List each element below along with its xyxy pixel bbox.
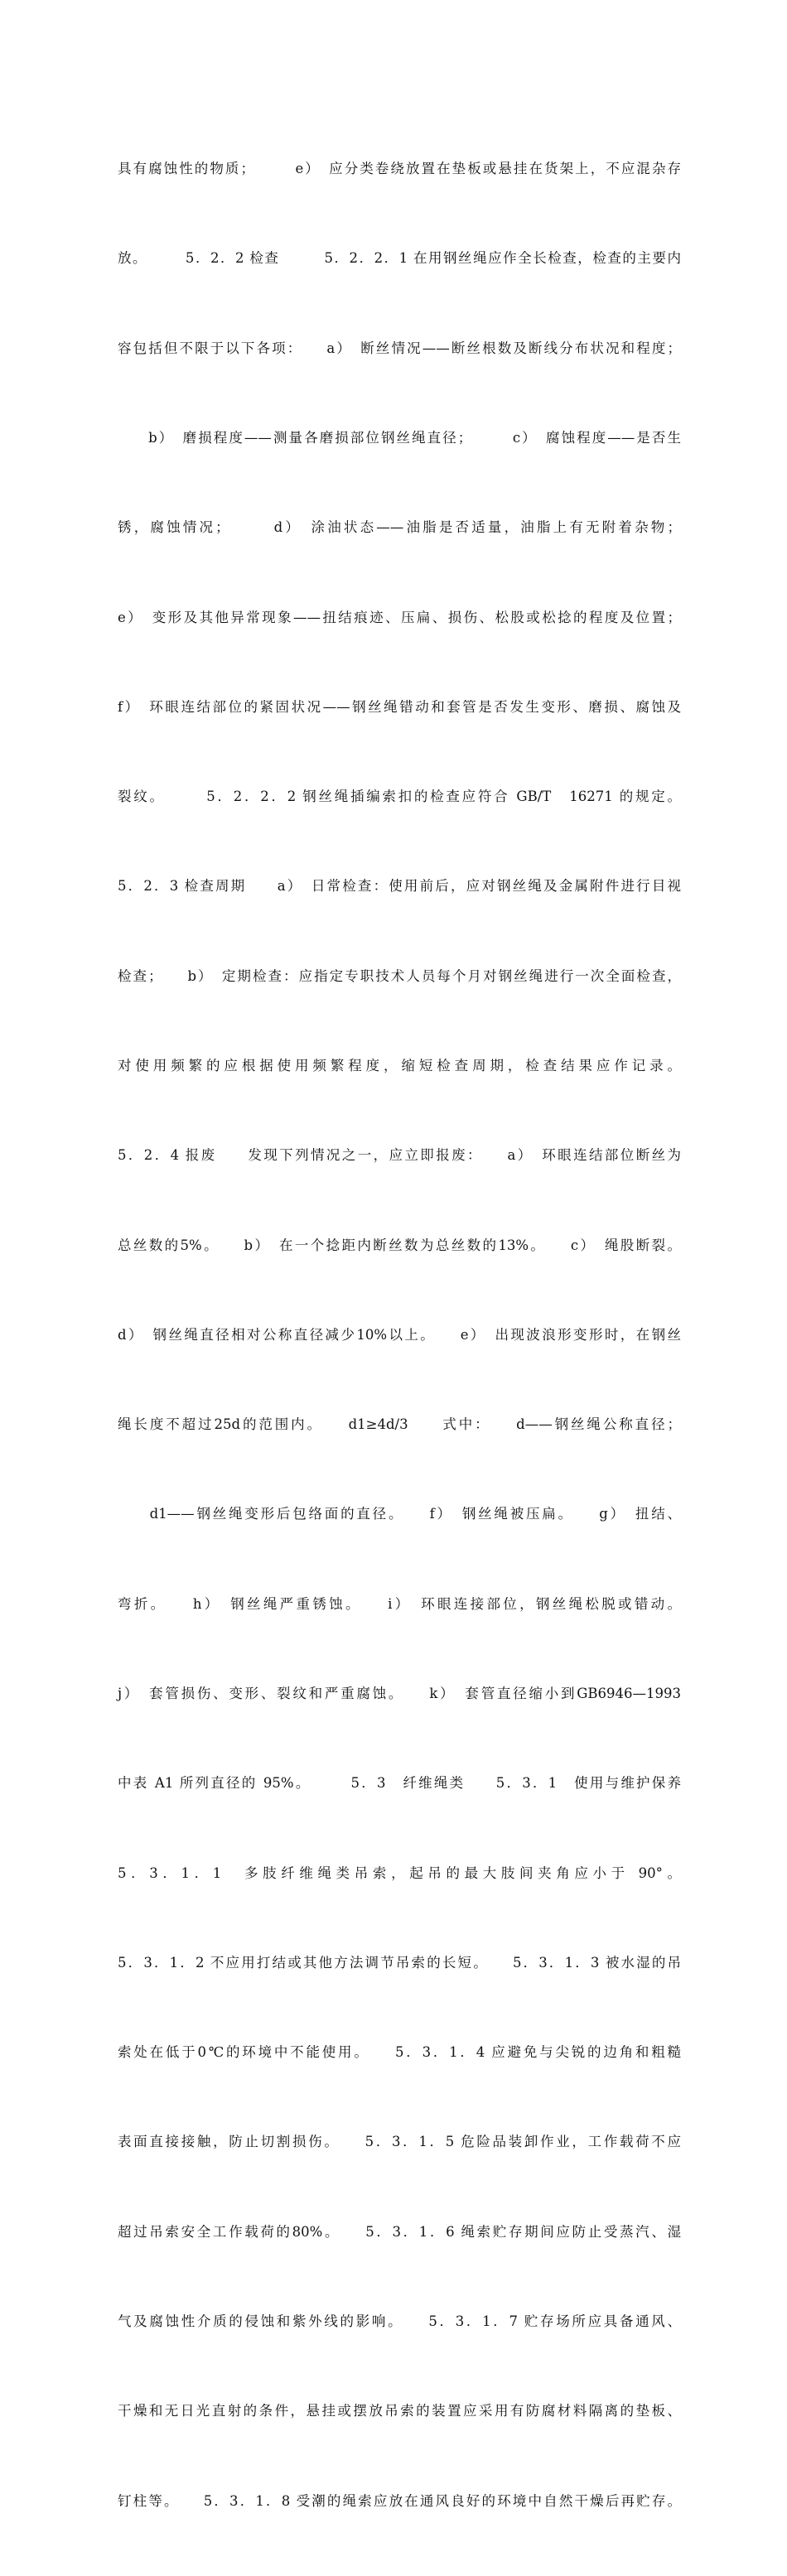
text-line: 气及腐蚀性介质的侵蚀和紫外线的影响。 5．3．1．7 贮存场所应具备通风、 xyxy=(118,2313,681,2329)
text-line: d1——钢丝绳变形后包络面的直径。 f） 钢丝绳被压扁。 g） 扭结、 xyxy=(118,1506,681,1522)
text-line: 具有腐蚀性的物质； e） 应分类卷绕放置在垫板或悬挂在货架上，不应混杂存 xyxy=(118,161,681,177)
text-line: 5．2．4 报废 发现下列情况之一，应立即报废： a） 环眼连结部位断丝为 xyxy=(118,1147,681,1164)
text-line: 5．2．3 检查周期 a） 日常检查：使用前后，应对钢丝绳及金属附件进行目视 xyxy=(118,878,681,895)
text-line: d） 钢丝绳直径相对公称直径减少10%以上。 e） 出现波浪形变形时，在钢丝 xyxy=(118,1326,681,1343)
text-line: 钉柱等。 5．3．1．8 受潮的绳索应放在通风良好的环境中自然干燥后再贮存。 xyxy=(118,2492,681,2509)
body-text xyxy=(118,94,681,2576)
text-line: 弯折。 h） 钢丝绳严重锈蚀。 i） 环眼连接部位，钢丝绳松脱或错动。 xyxy=(118,1595,681,1612)
text-line: 锈，腐蚀情况； d） 涂油状态——油脂是否适量，油脂上有无附着杂物； xyxy=(118,519,681,536)
text-line: 放。 5．2．2 检查 5．2．2．1 在用钢丝绳应作全长检查，检查的主要内 xyxy=(118,250,681,267)
text-line: 表面直接接触，防止切割损伤。 5．3．1．5 危险品装卸作业，工作载荷不应 xyxy=(118,2134,681,2150)
text-line: 5．3．1．1 多肢纤维绳类吊索，起吊的最大肢间夹角应小于 90°。 xyxy=(118,1864,681,1881)
text-line: 绳长度不超过25d的范围内。 d1≥4d/3 式中： d——钢丝绳公称直径； xyxy=(118,1416,681,1433)
text-line: 裂纹。 5．2．2．2 钢丝绳插编索扣的检查应符合 GB/T 16271 的规定。 xyxy=(118,789,681,805)
text-line: 5．3．1．2 不应用打结或其他方法调节吊索的长短。 5．3．1．3 被水湿的吊 xyxy=(118,1954,681,1971)
text-line: 对使用频繁的应根据使用频繁程度，缩短检查周期，检查结果应作记录。 xyxy=(118,1058,681,1073)
text-line: 索处在低于0℃的环境中不能使用。 5．3．1．4 应避免与尖锐的边角和粗糙 xyxy=(118,2044,681,2061)
text-line: b） 磨损程度——测量各磨损部位钢丝绳直径； c） 腐蚀程度——是否生 xyxy=(118,430,681,446)
text-line: 超过吊索安全工作载荷的80%。 5．3．1．6 绳索贮存期间应防止受蒸汽、湿 xyxy=(118,2223,681,2240)
text-line: j） 套管损伤、变形、裂纹和严重腐蚀。 k） 套管直径缩小到GB6946—1993 xyxy=(118,1685,681,1701)
text-line: 中表 A1 所列直径的 95%。 5．3 纤维绳类 5．3．1 使用与维护保养 xyxy=(118,1775,681,1792)
text-line: 检查； b） 定期检查：应指定专职技术人员每个月对钢丝绳进行一次全面检查， xyxy=(118,967,681,984)
text-line: 容包括但不限于以下各项： a） 断丝情况——断丝根数及断线分布状况和程度； xyxy=(118,340,681,356)
text-line: f） 环眼连结部位的紧固状况——钢丝绳错动和套管是否发生变形、磨损、腐蚀及 xyxy=(118,698,681,715)
text-line: 干燥和无日光直射的条件，悬挂或摆放吊索的装置应采用有防腐材料隔离的垫板、 xyxy=(118,2403,681,2419)
text-line: 总丝数的5%。 b） 在一个捻距内断丝数为总丝数的13%。 c） 绳股断裂。 xyxy=(118,1237,681,1253)
text-line: e） 变形及其他异常现象——扭结痕迹、压扁、损伤、松股或松捻的程度及位置； xyxy=(118,609,681,625)
